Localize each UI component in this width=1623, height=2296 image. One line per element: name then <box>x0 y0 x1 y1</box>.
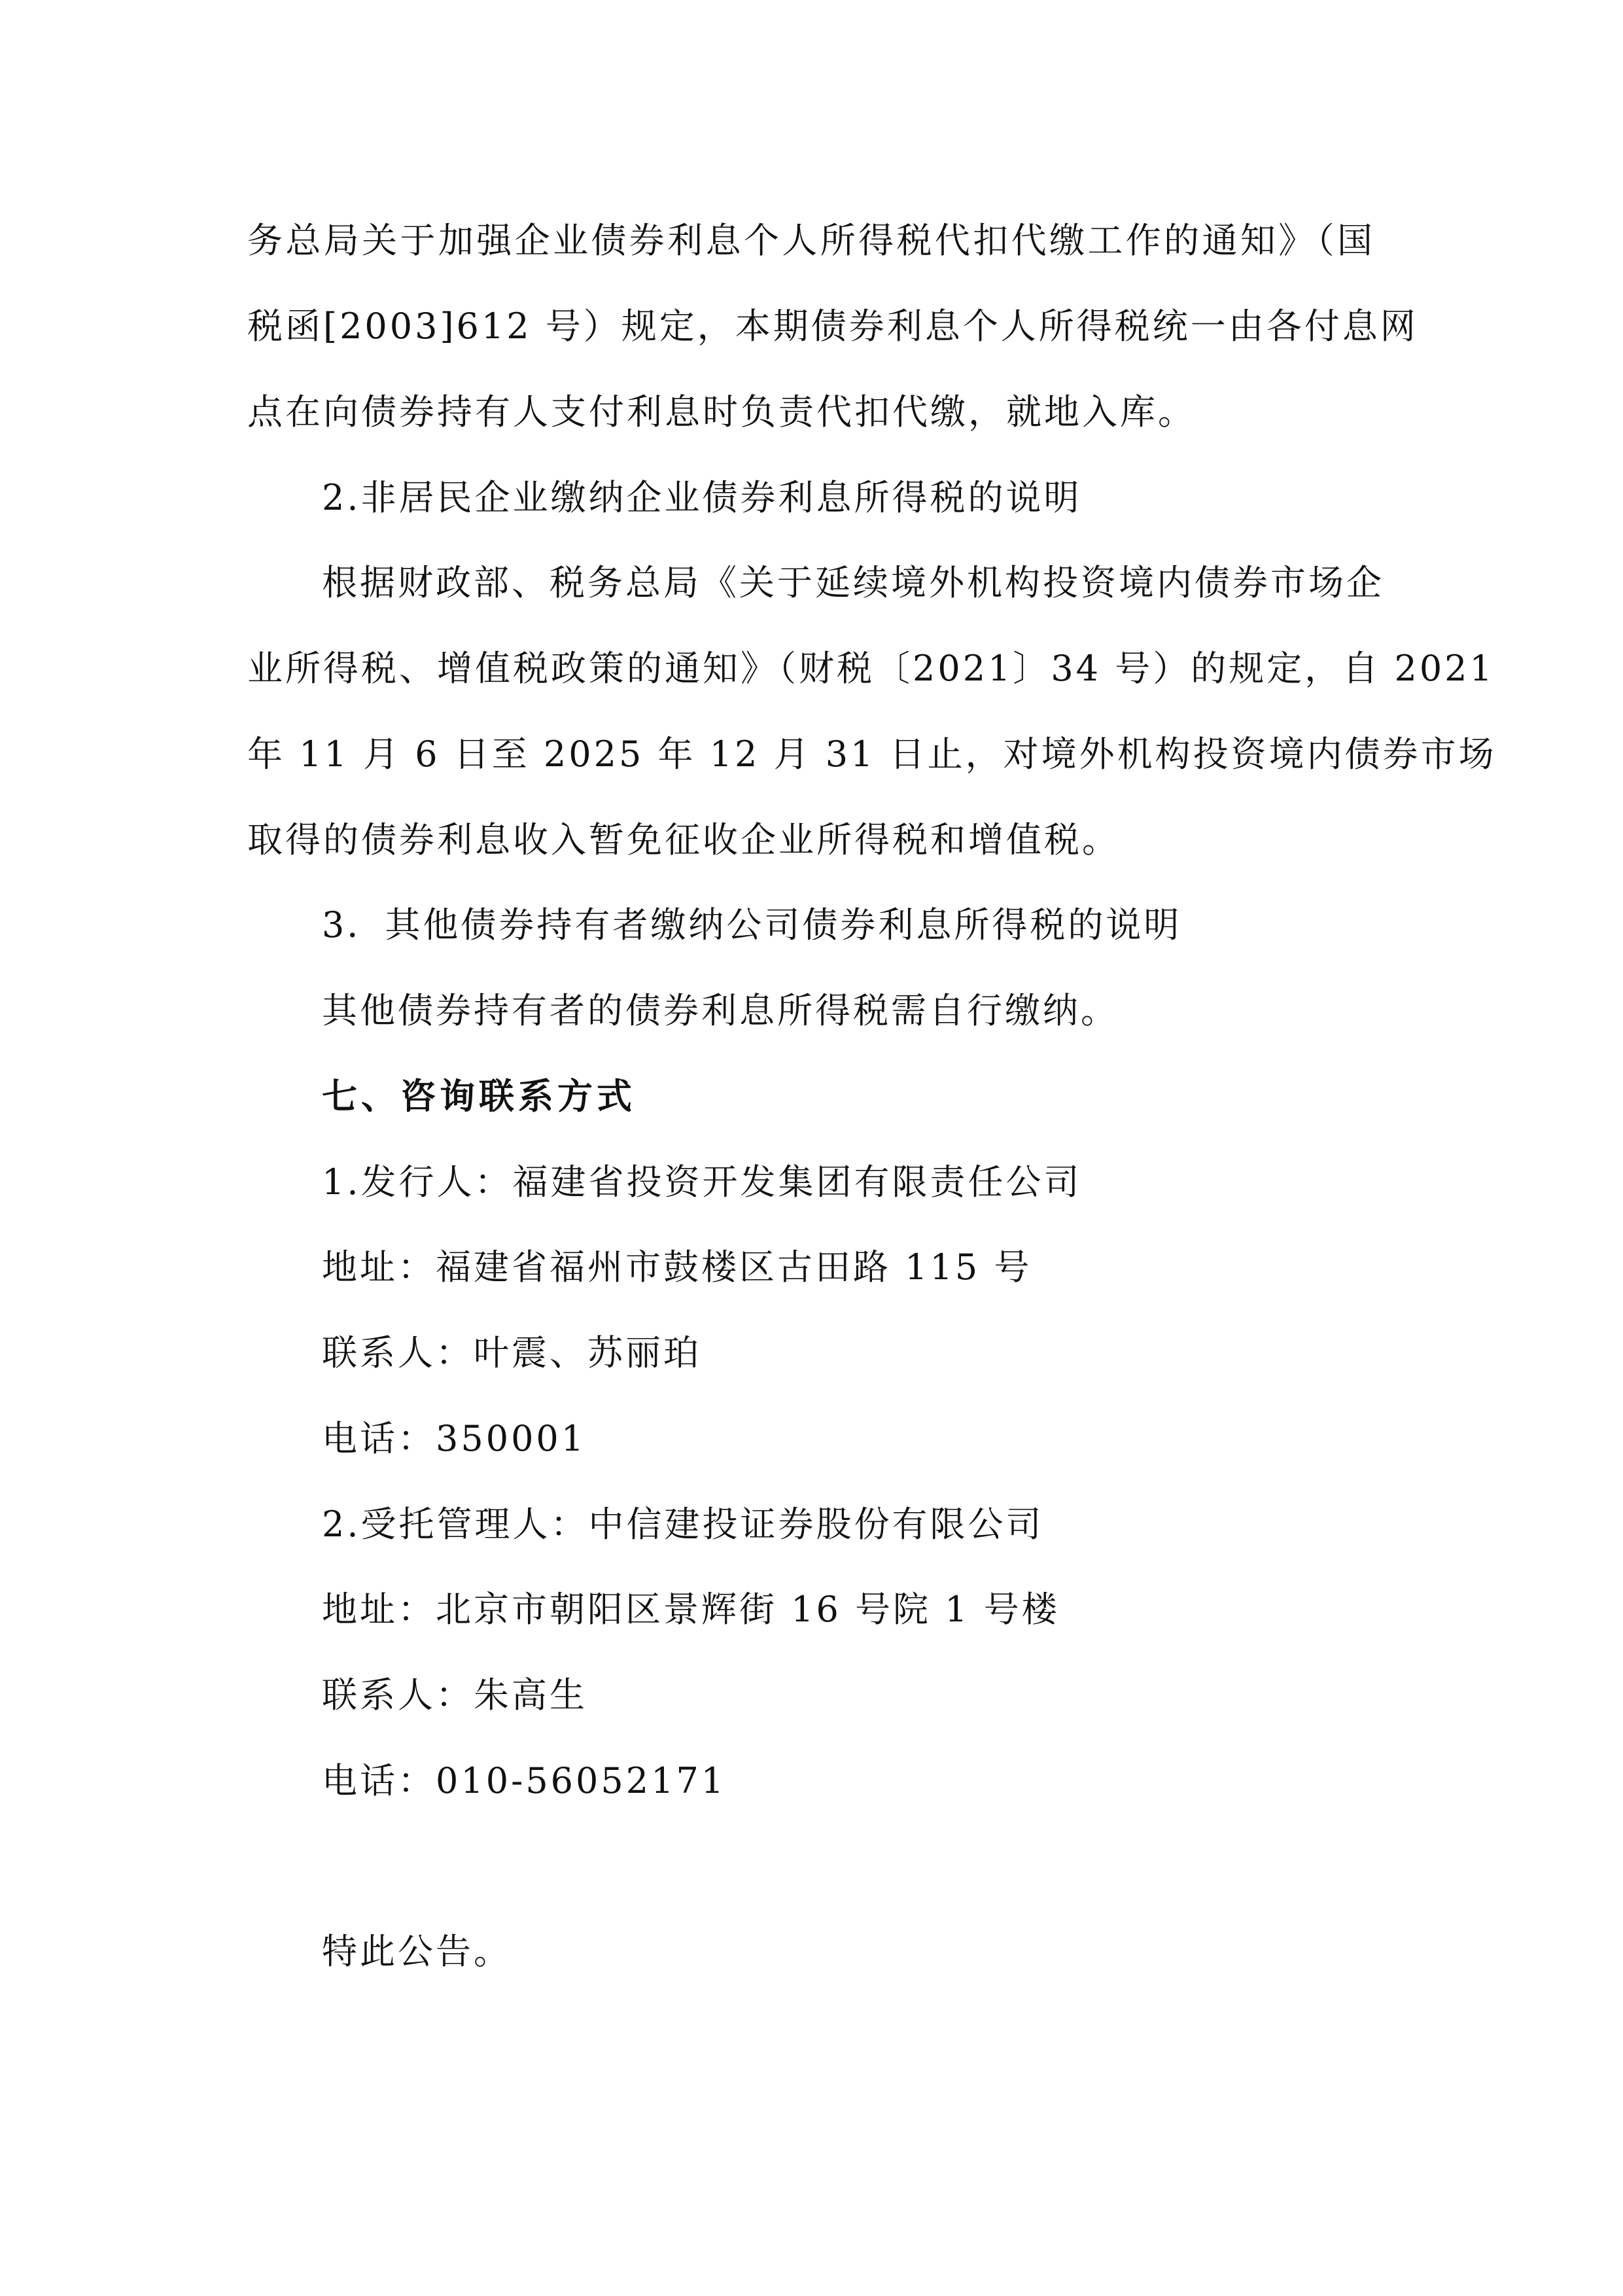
contact-section-heading: 七、咨询联系方式 <box>322 1076 636 1117</box>
issuer-address: 地址：福建省福州市鼓楼区古田路 115 号 <box>322 1246 1032 1288</box>
trustee-phone: 电话：010-56052171 <box>322 1760 727 1801</box>
nonresident-paragraph-line-1: 根据财政部、税务总局《关于延续境外机构投资境内债券市场企 <box>322 562 1384 603</box>
issuer-phone: 电话：350001 <box>322 1418 587 1459</box>
nonresident-paragraph-line-3: 年 11 月 6 日至 2025 年 12 月 31 日止，对境外机构投资境内债券市场 <box>247 733 1497 775</box>
trustee-name: 2.受托管理人：中信建投证券股份有限公司 <box>322 1504 1044 1545</box>
trustee-contact-person: 联系人：朱高生 <box>322 1674 587 1716</box>
section-title-nonresident-tax: 2.非居民企业缴纳企业债券利息所得税的说明 <box>322 477 1082 518</box>
section-title-other-holders-tax: 3．其他债券持有者缴纳公司债券利息所得税的说明 <box>322 904 1182 945</box>
tax-paragraph-line-2: 税函[2003]612 号）规定，本期债券利息个人所得税统一由各付息网 <box>247 306 1418 347</box>
closing-statement: 特此公告。 <box>322 1931 512 1972</box>
issuer-contact-person: 联系人：叶震、苏丽珀 <box>322 1332 701 1373</box>
trustee-address: 地址：北京市朝阳区景辉街 16 号院 1 号楼 <box>322 1589 1060 1630</box>
nonresident-paragraph-line-2: 业所得税、增值税政策的通知》（财税〔2021〕34 号）的规定，自 2021 <box>247 648 1495 689</box>
other-holders-paragraph: 其他债券持有者的债券利息所得税需自行缴纳。 <box>322 990 1119 1031</box>
tax-paragraph-line-3: 点在向债券持有人支付利息时负责代扣代缴，就地入库。 <box>247 391 1196 433</box>
nonresident-paragraph-line-4: 取得的债券利息收入暂免征收企业所得税和增值税。 <box>247 819 1120 860</box>
tax-paragraph-line-1: 务总局关于加强企业债券利息个人所得税代扣代缴工作的通知》（国 <box>247 220 1375 261</box>
issuer-name: 1.发行人：福建省投资开发集团有限责任公司 <box>322 1161 1082 1203</box>
